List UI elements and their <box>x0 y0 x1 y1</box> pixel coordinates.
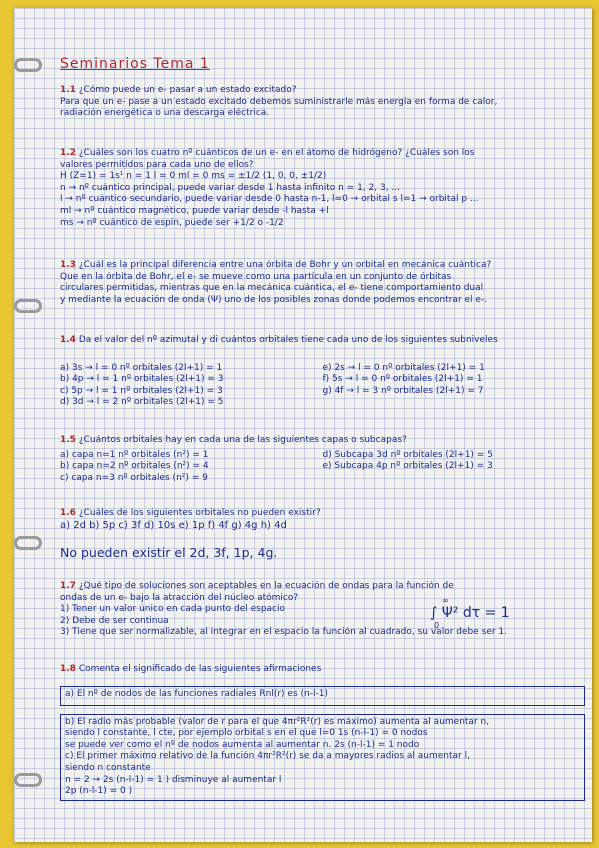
normalization-integral: ∞ ∫ Ψ² dτ = 1 0 <box>430 596 510 630</box>
question-1-3: 1.3 ¿Cuál es la principal diferencia entre una órbita de Bohr y un orbital en mecánica cuántica? Que en la órbita de Bohr, el e- se mueve como una partícula en un conjunto de órbitas circulares permitidas, mientras que en la mecánica cuántica, el e- tiene comportamiento dual y mediante la ecuación de onda (Ψ) uno de los posibles zonas donde podemos encontrar el e-. <box>60 260 492 305</box>
question-1-4: 1.4 Da el valor del nº azimutal y di cuántos orbitales tiene cada uno de los siguientes subniveles a) 3s → l = 0 nº orbitales (2l+1) = 1 b) 4p → l = 1 nº orbitales (2l+1) = 3 c) 5p → l = 1 nº orbitales (2l+1) = 3 d) 3d → l = 2 nº orbitales (2l+1) = 5 e) 2s → l = 0 nº orbitales (2l+1) = 1 f) 5s → l = 0 nº orbitales (2l+1) = 1 g) 4f → l = 3 nº orbitales (2l+1) = 7 <box>60 335 498 408</box>
notebook-page <box>14 8 592 842</box>
question-1-7: 1.7 ¿Qué tipo de soluciones son aceptables en la ecuación de ondas para la función de ondas de un e- bajo la atracción del núcleo atómico? 1) Tener un valor único en cada punto del espacio 2) Debe de ser continua 3) Tiene que ser normalizable, al integrar en el espacio la función al cuadrado, su valor debe ser 1. <box>60 581 507 638</box>
question-1-6: 1.6 ¿Cuáles de los siguientes orbitales no pueden existir? a) 2d b) 5p c) 3f d) 10s e) 1p f) 4f g) 4g h) 4d No pueden existir el 2d, 3f, 1p, 4g. <box>60 508 321 561</box>
page-title: Seminarios Tema 1 <box>60 56 210 72</box>
question-1-5: 1.5 ¿Cuántos orbitales hay en cada una de las siguientes capas o subcapas? a) capa n=1 nº orbitales (n²) = 1 b) capa n=2 nº orbitales (n²) = 4 c) capa n=3 nº orbitales (n²) = 9 d) Subcapa 3d nº orbitales (2l+1) = 5 e) Subcapa 4p nº orbitales (2l+1) = 3 <box>60 435 493 483</box>
binder-ring <box>14 299 42 313</box>
answer-box-a: a) El nº de nodos de las funciones radiales Rnl(r) es (n-l-1) <box>60 686 585 706</box>
question-1-8: 1.8 Comenta el significado de las siguientes afirmaciones a) El nº de nodos de las funciones radiales Rnl(r) es (n-l-1) b) El radio más probable (valor de r para el que 4πr²R²(r) es máximo) aumenta al aumentar n, siendo l constante, l cte, por ejemplo orbital s en el que l=0 1s (n-l-1) = 0 nodos se puede ver como el nº de nodos aumenta al aumentar n. 2s (n-l-1) = 1 nodo c) El primer máximo relativo de la función 4πr²R²(r) se da a mayores radios al aumentar l, siendo n constante n = 2 → 2s (n-l-1) = 1 ) disminuye al aumentar l 2p (n-l-1) = 0 ) <box>60 664 585 801</box>
binder-ring <box>14 58 42 72</box>
binder-ring <box>14 536 42 550</box>
question-1-1: 1.1 ¿Cómo puede un e- pasar a un estado excitado? Para que un e- pase a un estado excitado debemos suministrarle más energía en forma de calor, radiación energética o una descarga eléctrica. <box>60 85 498 119</box>
answer-box-b: b) El radio más probable (valor de r para el que 4πr²R²(r) es máximo) aumenta al aumentar n, siendo l constante, l cte, por ejemplo orbital s en el que l=0 1s (n-l-1) = 0 nodos se puede ver como el nº de nodos aumenta al aumentar n. 2s (n-l-1) = 1 nodo c) El primer máximo relativo de la función 4πr²R²(r) se da a mayores radios al aumentar l, siendo n constante n = 2 → 2s (n-l-1) = 1 ) disminuye al aumentar l 2p (n-l-1) = 0 ) <box>60 714 585 801</box>
binder-ring <box>14 773 42 787</box>
question-1-2: 1.2 ¿Cuáles son los cuatro nº cuánticos de un e- en el átomo de hidrógeno? ¿Cuáles son los valores permitidos para cada uno de ellos? H (Z=1) = 1s¹ n = 1 l = 0 ml = 0 ms = ±1/2 (1, 0, 0, ±1/2) n → nº cuántico principal, puede variar desde 1 hasta infinito n = 1, 2, 3, ... l → nº cuántico secundario, puede variar desde 0 hasta n-1, l=0 → orbital s l=1 → orbital p ... ml → nº cuántico magnético, puede variar desde -l hasta +l ms → nº cuántico de espín, puede ser +1/2 o -1/2 <box>60 148 479 228</box>
